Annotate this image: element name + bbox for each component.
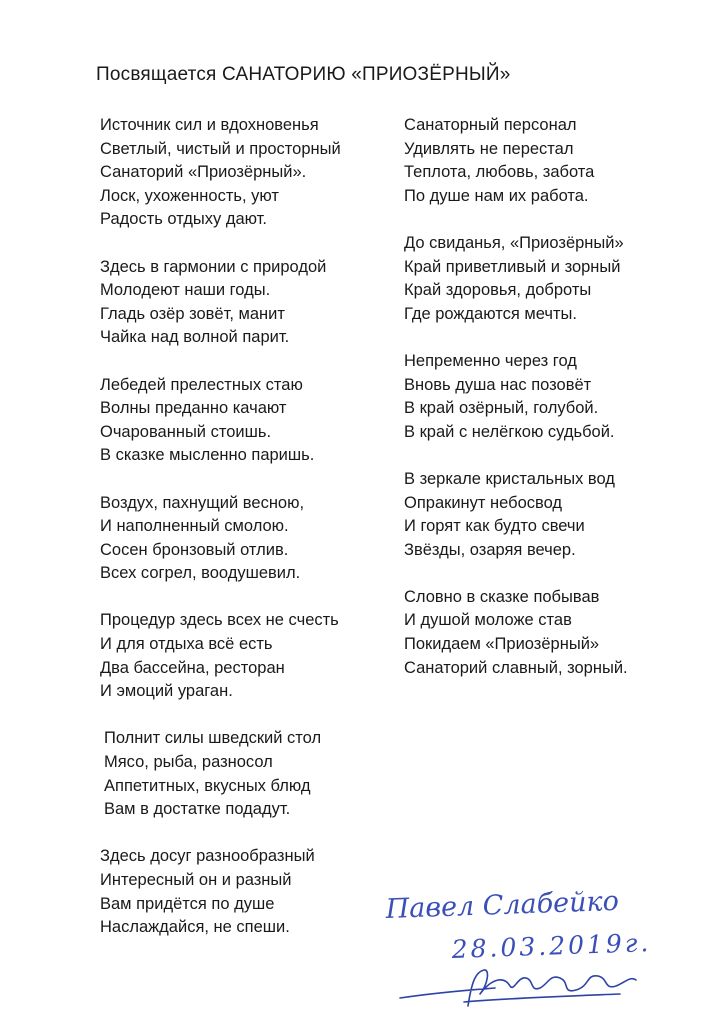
poem-line: Интересный он и разный [100,871,292,889]
signature-date: 28.03.2019г. [451,928,652,964]
poem-line: Волны преданно качают [100,399,287,418]
poem-line: Два бассейна, ресторан [100,658,285,677]
right-stanza [404,232,704,326]
signature-name: Павел Слабейко [385,885,620,925]
poem-line: Словно в сказке побывав [404,587,600,606]
poem-line: И наполненный смолою. [100,517,289,536]
poem-line: Опракинут небосвод [404,493,563,512]
poem-line: Чайка над волной парит. [100,328,290,347]
poem-line: В край озёрный, голубой. [404,399,599,418]
poem-line: Аппетитных, вкусных блюд [104,776,311,795]
poem-right-column [404,114,704,704]
poem-line: Вам в достатке подадут. [104,800,291,819]
left-stanza [100,609,390,703]
poem-line: Полнит силы шведский стол [104,729,322,748]
document-title: Посвящается САНАТОРИЮ «ПРИОЗЁРНЫЙ» [96,64,511,85]
poem-line: Наслаждайся, не спеши. [100,918,290,937]
poem-line: До свиданья, «Приозёрный» [404,233,624,252]
poem-line: Воздух, пахнущий весною, [100,493,305,512]
poem-line: Очарованный стоишь. [100,422,272,441]
poem-line: Всех согрел, воодушевил. [100,564,301,583]
poem-line: Непременно через год [404,351,577,370]
left-stanza [100,114,390,232]
poem-line: По душе нам их работа. [404,186,589,205]
poem-line: Здесь в гармонии с природой [100,257,327,276]
poem-line: Процедур здесь всех не счесть [100,611,339,630]
poem-line: И горят как будто свечи [404,517,585,536]
handwritten-signature [380,880,700,1010]
poem-line: Край приветливый и зорный [404,257,621,276]
poem-line: И душой моложе став [404,611,572,630]
poem-line: Источник сил и вдохновенья [100,116,319,134]
poem-line: И эмоций ураган. [100,682,233,701]
poem-line: Покидаем «Приозёрный» [404,635,600,654]
signature-scribble [400,970,636,1006]
left-stanza [100,256,390,350]
poem-line: И для отдыха всё есть [100,635,273,654]
poem-line: Сосен бронзовый отлив. [100,540,289,559]
poem-line: Удивлять не перестал [404,139,574,158]
poem-line: Светлый, чистый и просторный [100,139,341,158]
right-stanza [404,468,704,562]
poem-line: Санаторный персонал [404,116,577,134]
poem-line: Лоск, ухоженность, уют [100,186,279,205]
left-stanza [100,845,390,939]
left-stanza [100,374,390,468]
poem-line: Гладь озёр зовёт, манит [100,304,285,323]
poem-line: Где рождаются мечты. [404,304,577,323]
poem-line: Вам придётся по душе [100,894,275,913]
poem-line: Санаторий славный, зорный. [404,658,628,677]
poem-line: Вновь душа нас позовёт [404,375,592,394]
poem-line: Край здоровья, доброты [404,281,592,300]
poem-line: Радость отдыху дают. [100,210,267,229]
poem-line: Мясо, рыба, разносол [104,753,273,772]
poem-line: В край с нелёгкою судьбой. [404,422,615,441]
poem-line: Лебедей прелестных стаю [100,375,303,394]
poem-line: Теплота, любовь, забота [404,163,595,182]
poem-line: Звёзды, озаряя вечер. [404,540,576,559]
left-stanza [100,492,390,586]
right-stanza [404,586,704,680]
right-stanza [404,114,704,208]
poem-line: Молодеют наши годы. [100,281,271,300]
poem-line: Санаторий «Приозёрный». [100,163,307,182]
right-stanza [404,350,704,444]
poem-left-column [100,114,390,963]
poem-line: В сказке мысленно паришь. [100,446,315,465]
poem-line: Здесь досуг разнообразный [100,847,315,866]
left-stanza [100,727,390,821]
poem-line: В зеркале кристальных вод [404,469,615,488]
